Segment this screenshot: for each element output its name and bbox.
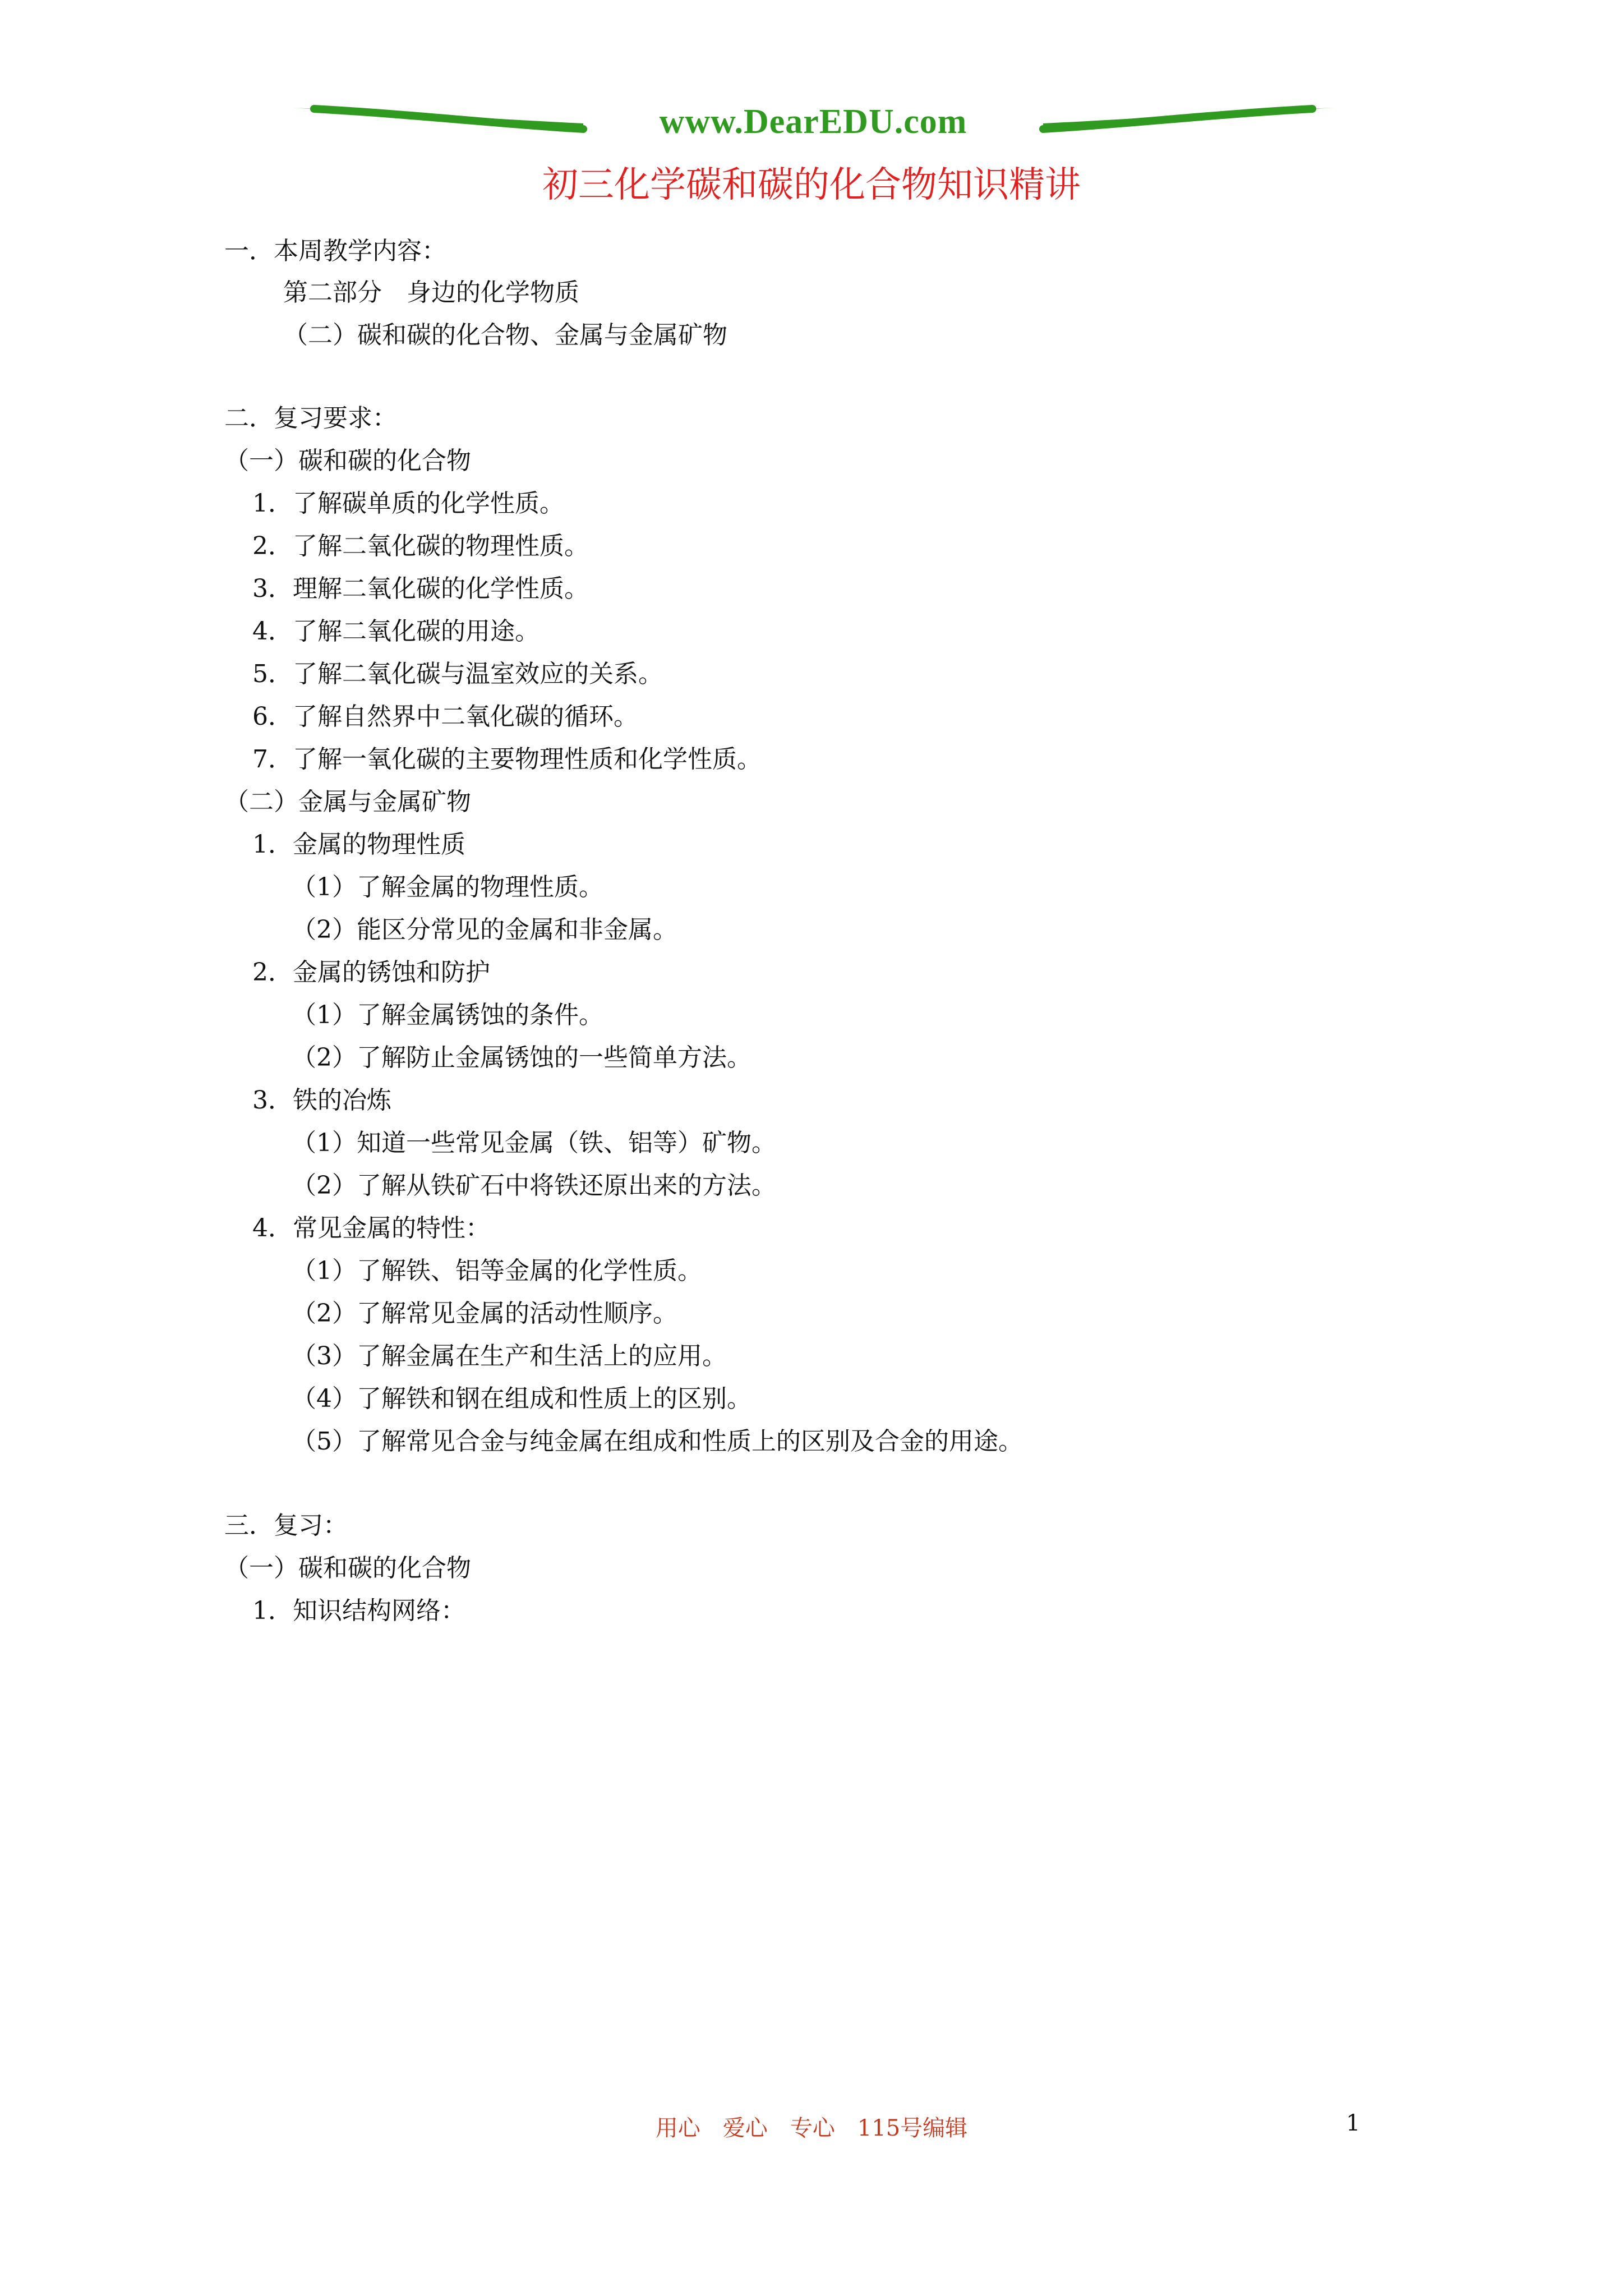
section-heading: 三．复习： [224, 1511, 348, 1540]
list-subitem: （5）了解常见合金与纯金属在组成和性质上的区别及合金的用途。 [292, 1427, 1023, 1456]
list-item: 4．了解二氧化碳的用途。 [252, 617, 540, 646]
list-subitem: （2）了解防止金属锈蚀的一些简单方法。 [292, 1043, 751, 1072]
list-item: 1．知识结构网络： [252, 1596, 465, 1625]
list-item: 3．理解二氧化碳的化学性质。 [252, 574, 589, 603]
list-item: 5．了解二氧化碳与温室效应的关系。 [252, 660, 663, 688]
list-subitem: （4）了解铁和钢在组成和性质上的区别。 [292, 1384, 751, 1413]
subsection-heading: （二）金属与金属矿物 [224, 788, 471, 816]
list-item: 2．金属的锈蚀和防护 [252, 958, 490, 987]
list-item: 3．铁的冶炼 [252, 1086, 391, 1115]
list-subitem: （1）了解金属的物理性质。 [292, 873, 603, 901]
list-item: 4．常见金属的特性： [252, 1214, 490, 1243]
subsection-heading: （一）碳和碳的化合物 [224, 1554, 471, 1582]
header-banner [292, 95, 1335, 157]
section-line: 第二部分 身边的化学物质 [283, 278, 579, 307]
list-item: 1．了解碳单质的化学性质。 [252, 489, 564, 518]
list-subitem: （2）了解常见金属的活动性顺序。 [292, 1299, 677, 1328]
page-number: 1 [1346, 2110, 1361, 2136]
list-item: 6．了解自然界中二氧化碳的循环。 [252, 702, 638, 731]
list-subitem: （1）了解铁、铝等金属的化学性质。 [292, 1257, 702, 1285]
list-subitem: （2）能区分常见的金属和非金属。 [292, 915, 677, 944]
list-subitem: （1）知道一些常见金属（铁、铝等）矿物。 [292, 1129, 776, 1157]
site-name: www.DearEDU.com [659, 103, 967, 141]
list-subitem: （3）了解金属在生产和生活上的应用。 [292, 1342, 727, 1370]
list-item: 7．了解一氧化碳的主要物理性质和化学性质。 [252, 745, 762, 774]
section-heading: 二．复习要求： [224, 404, 397, 432]
list-subitem: （2）了解从铁矿石中将铁还原出来的方法。 [292, 1171, 776, 1200]
section-heading: 一．本周教学内容： [224, 237, 446, 265]
list-item: 2．了解二氧化碳的物理性质。 [252, 532, 589, 560]
document-title: 初三化学碳和碳的化合物知识精讲 [542, 164, 1081, 206]
list-subitem: （1）了解金属锈蚀的条件。 [292, 1001, 603, 1029]
footer-text: 用心 爱心 专心 115号编辑 [655, 2115, 968, 2141]
section-line: （二）碳和碳的化合物、金属与金属矿物 [283, 321, 727, 349]
list-item: 1．金属的物理性质 [252, 830, 465, 859]
subsection-heading: （一）碳和碳的化合物 [224, 447, 471, 475]
